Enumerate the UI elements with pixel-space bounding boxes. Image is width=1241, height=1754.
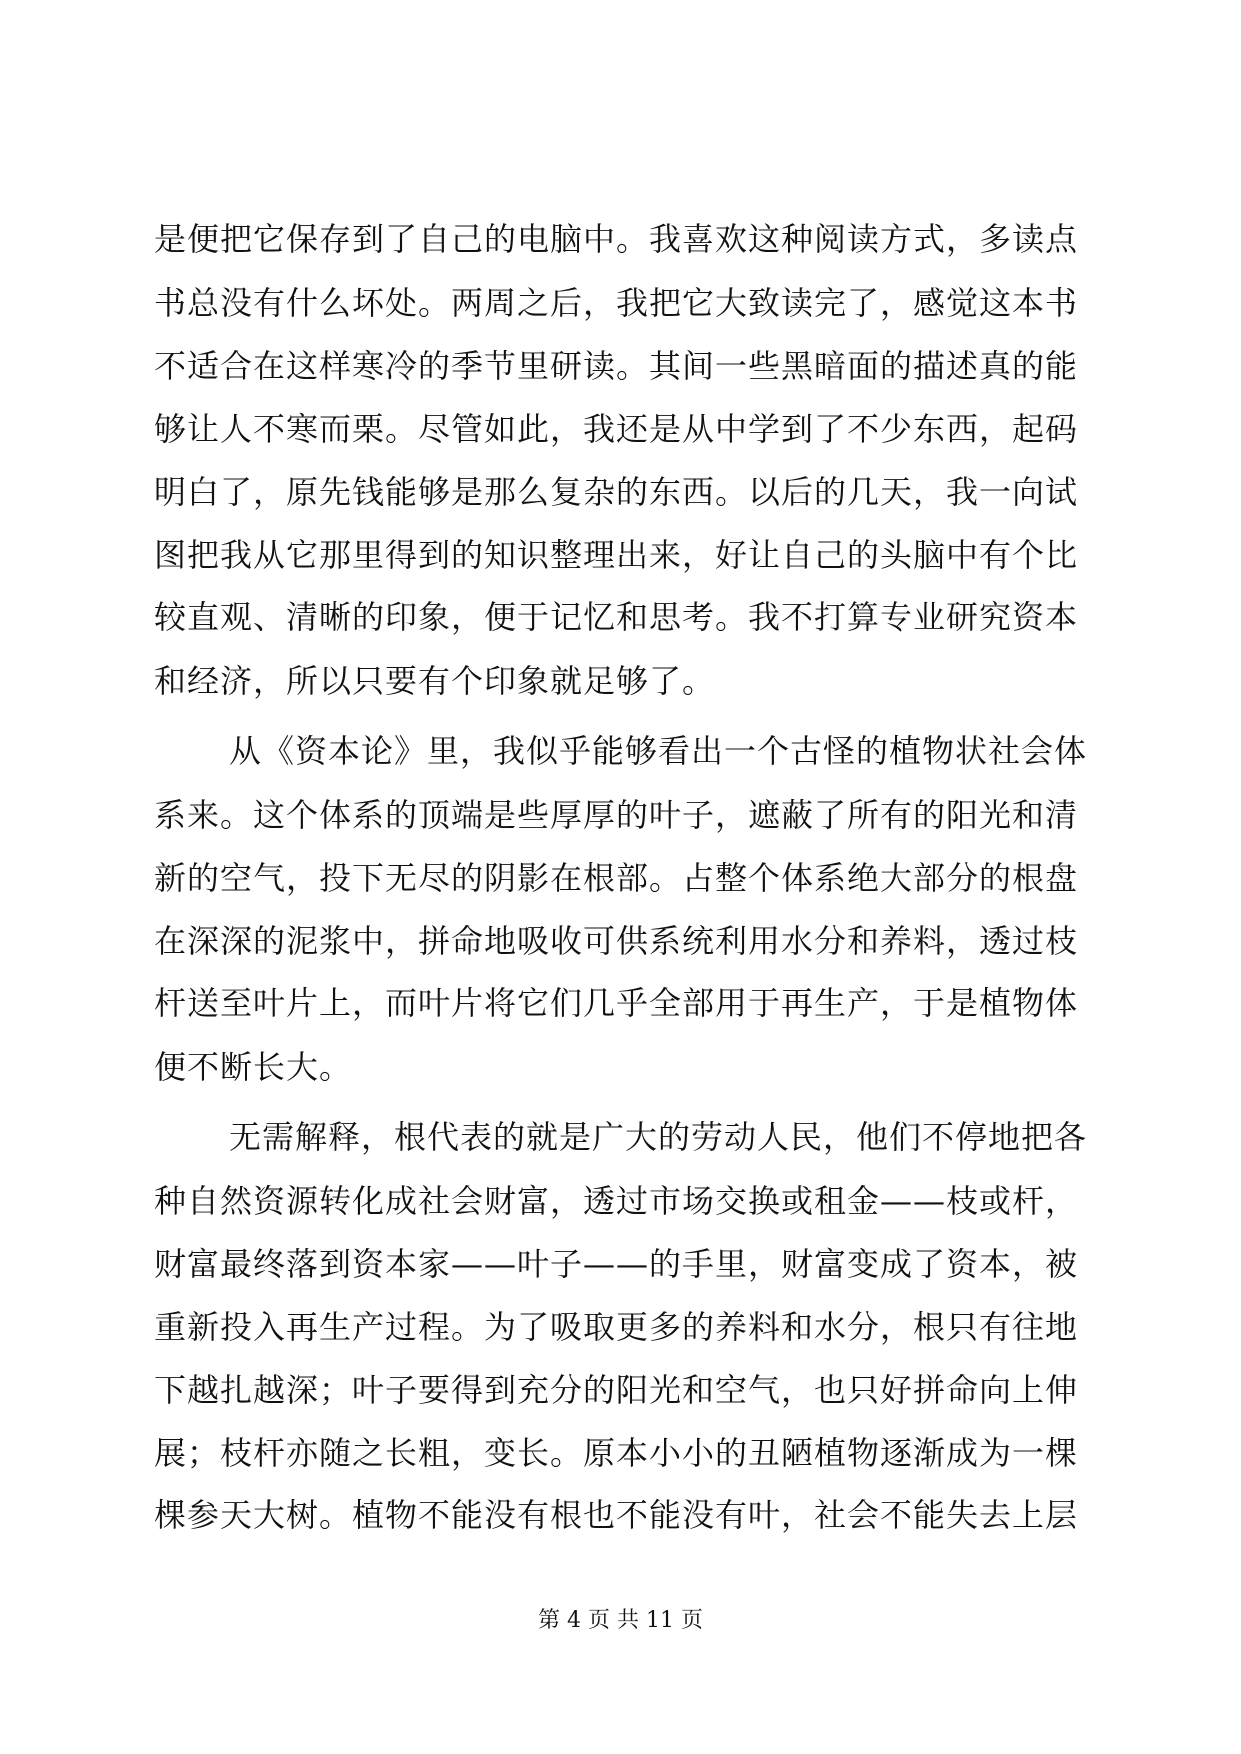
text-line: 便不断长大。 bbox=[154, 1048, 353, 1086]
text-line: 财富最终落到资本家——叶子——的手里，财富变成了资本，被 bbox=[154, 1245, 1079, 1283]
page-number-footer: 第 4 页 共 11 页 bbox=[538, 1608, 703, 1633]
text-line: 不适合在这样寒冷的季节里研读。其间一些黑暗面的描述真的能 bbox=[154, 347, 1079, 385]
paragraph-first-line: 从《资本论》里，我似乎能够看出一个古怪的植物状社会体 bbox=[229, 732, 1088, 770]
text-line: 在深深的泥浆中，拼命地吸收可供系统利用水分和养料，透过枝 bbox=[154, 922, 1079, 960]
text-line: 够让人不寒而栗。尽管如此，我还是从中学到了不少东西，起码 bbox=[154, 410, 1079, 448]
text-line: 是便把它保存到了自己的电脑中。我喜欢这种阅读方式，多读点 bbox=[154, 220, 1079, 258]
text-line: 新的空气，投下无尽的阴影在根部。占整个体系绝大部分的根盘 bbox=[154, 859, 1079, 897]
text-line: 较直观、清晰的印象，便于记忆和思考。我不打算专业研究资本 bbox=[154, 598, 1079, 636]
text-line: 明白了，原先钱能够是那么复杂的东西。以后的几天，我一向试 bbox=[154, 473, 1079, 511]
text-line: 重新投入再生产过程。为了吸取更多的养料和水分，根只有往地 bbox=[154, 1308, 1079, 1346]
text-line: 系来。这个体系的顶端是些厚厚的叶子，遮蔽了所有的阳光和清 bbox=[154, 796, 1079, 834]
text-line: 杆送至叶片上，而叶片将它们几乎全部用于再生产，于是植物体 bbox=[154, 984, 1079, 1022]
text-line: 展；枝杆亦随之长粗，变长。原本小小的丑陋植物逐渐成为一棵 bbox=[154, 1434, 1079, 1472]
text-line: 种自然资源转化成社会财富，透过市场交换或租金——枝或杆， bbox=[154, 1182, 1079, 1220]
paragraph-first-line: 无需解释，根代表的就是广大的劳动人民，他们不停地把各 bbox=[229, 1118, 1088, 1156]
text-line: 和经济，所以只要有个印象就足够了。 bbox=[154, 662, 716, 700]
text-line: 下越扎越深；叶子要得到充分的阳光和空气，也只好拼命向上伸 bbox=[154, 1371, 1079, 1409]
text-line: 棵参天大树。植物不能没有根也不能没有叶，社会不能失去上层 bbox=[154, 1496, 1079, 1534]
text-line: 图把我从它那里得到的知识整理出来，好让自己的头脑中有个比 bbox=[154, 536, 1079, 574]
text-line: 书总没有什么坏处。两周之后，我把它大致读完了，感觉这本书 bbox=[154, 284, 1079, 322]
